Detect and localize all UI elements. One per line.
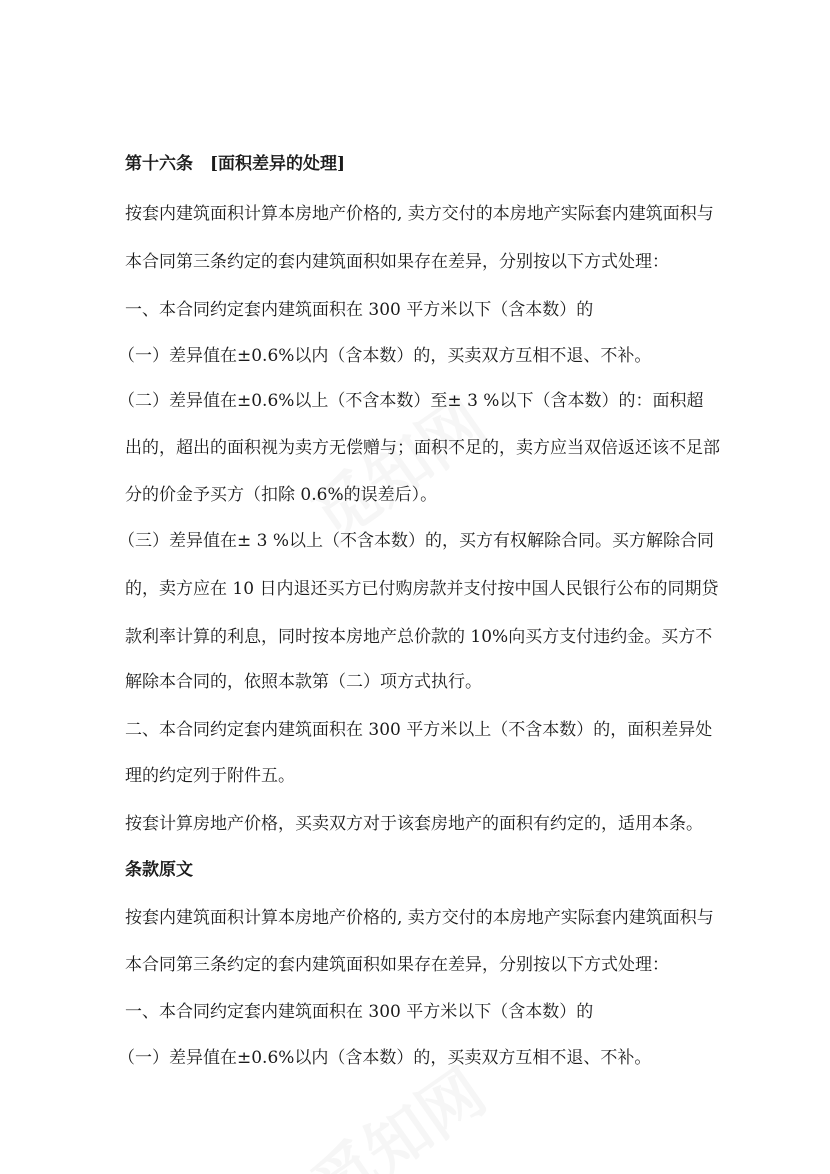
paragraph-line: 本合同第三条约定的套内建筑面积如果存在差异，分别按以下方式处理： [125, 955, 669, 975]
paragraph-line: 解除本合同的，依照本款第（二）项方式执行。 [125, 672, 482, 692]
paragraph-line: （三）差异值在± 3 %以上（不含本数）的，买方有权解除合同。买方解除合同 [118, 531, 715, 551]
paragraph-line: 按套内建筑面积计算本房地产价格的, 卖方交付的本房地产实际套内建筑面积与 [125, 908, 714, 928]
paragraph-line: （一）差异值在±0.6%以内（含本数）的，买卖双方互相不退、不补。 [118, 346, 652, 366]
paragraph-line: 本合同第三条约定的套内建筑面积如果存在差异，分别按以下方式处理： [125, 252, 669, 272]
paragraph-line: （二）差异值在±0.6%以上（不含本数）至± 3 %以下（含本数）的：面积超 [118, 391, 704, 411]
paragraph-line: 款利率计算的利息，同时按本房地产总价款的 10%向买方支付违约金。买方不 [125, 627, 713, 647]
paragraph-line: 一、本合同约定套内建筑面积在 300 平方米以下（含本数）的 [125, 1002, 594, 1022]
paragraph-line: 按套内建筑面积计算本房地产价格的, 卖方交付的本房地产实际套内建筑面积与 [125, 204, 714, 224]
paragraph-line: 的，卖方应在 10 日内退还买方已付购房款并支付按中国人民银行公布的同期贷 [125, 579, 719, 599]
paragraph-line: 出的，超出的面积视为卖方无偿赠与；面积不足的，卖方应当双倍返还该不足部 [125, 438, 720, 458]
paragraph-line: 分的价金予买方（扣除 0.6%的误差后）。 [125, 485, 438, 505]
paragraph-line: （一）差异值在±0.6%以内（含本数）的，买卖双方互相不退、不补。 [118, 1048, 652, 1068]
section-heading: 条款原文 [125, 860, 193, 880]
article-heading: 第十六条 [面积差异的处理] [125, 154, 346, 174]
paragraph-line: 按套计算房地产价格，买卖双方对于该套房地产的面积有约定的，适用本条。 [125, 814, 703, 834]
paragraph-line: 理的约定列于附件五。 [125, 766, 295, 786]
paragraph-line: 一、本合同约定套内建筑面积在 300 平方米以下（含本数）的 [125, 300, 594, 320]
paragraph-line: 二、本合同约定套内建筑面积在 300 平方米以上（不含本数）的，面积差异处 [125, 720, 713, 740]
